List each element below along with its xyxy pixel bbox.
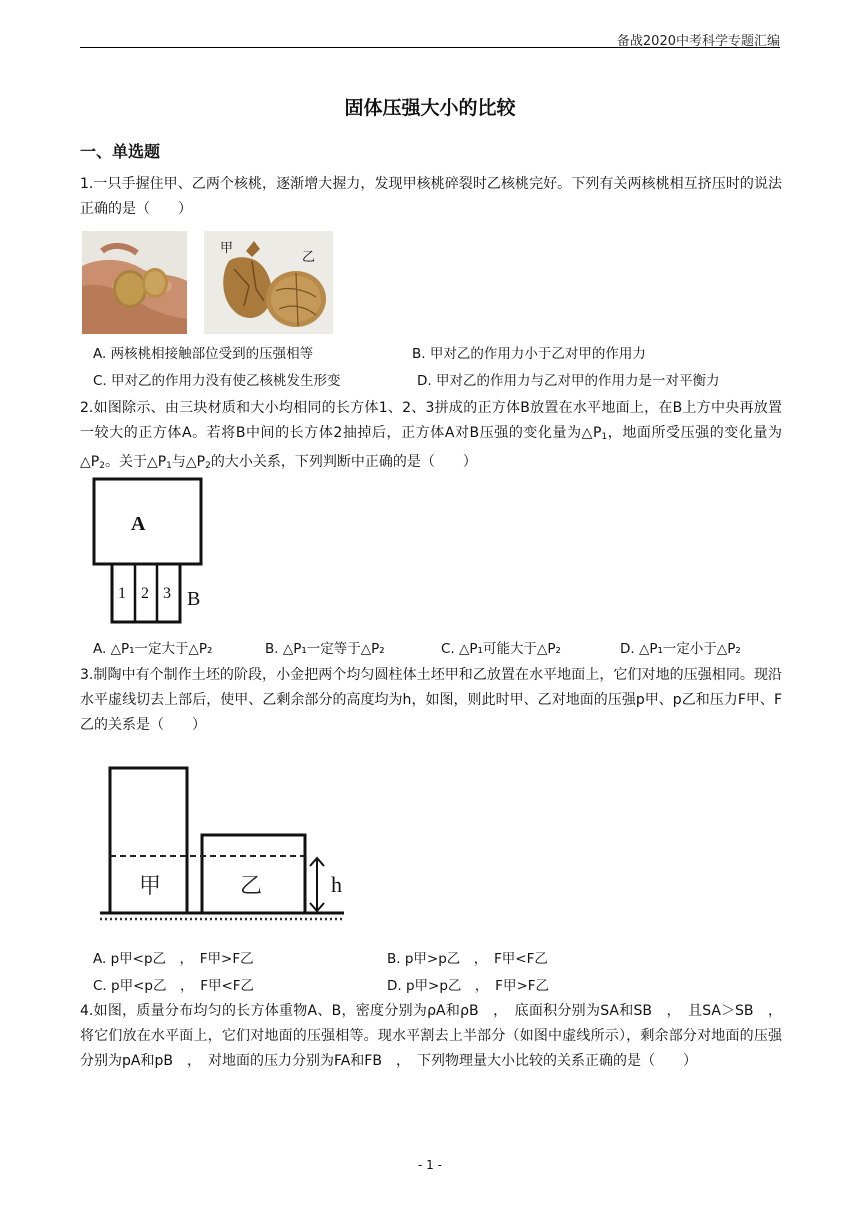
question-3-option-d[interactable]: D. p甲>p乙 ， F甲>F乙 (387, 978, 550, 994)
question-2-block-figure (90, 474, 220, 629)
height-label-h: h (331, 872, 342, 897)
page-number: - 1 - (418, 1158, 442, 1172)
question-2-sub-4: 2 (205, 461, 211, 471)
question-1-option-c[interactable]: C. 甲对乙的作用力没有使乙核桃发生形变 (93, 373, 341, 389)
question-2-text-part-2: ，地面所受压强的变化量为△P (80, 425, 783, 470)
block-label-2: 2 (141, 585, 149, 602)
header-series-label: 备战2020中考科学专题汇编 (616, 34, 780, 49)
question-3-option-a[interactable]: A. p甲<p乙 ， F甲>F乙 (93, 951, 254, 967)
section-heading: 一、单选题 (80, 142, 161, 161)
question-3-option-b[interactable]: B. p甲>p乙 ， F甲<F乙 (387, 951, 548, 967)
question-2-text-part-5: 的大小关系，下列判断中正确的是（ ） (210, 454, 477, 470)
question-2-text-part-4: 与△P (171, 454, 206, 470)
cylinder-label-jia: 甲 (139, 873, 162, 898)
question-2-sub-2: 2 (99, 461, 105, 471)
walnut-label-yi: 乙 (302, 249, 316, 264)
cube-label-b: B (187, 588, 201, 610)
cylinder-label-yi: 乙 (240, 873, 263, 898)
question-4-text: 4.如图，质量分布均匀的长方体重物A、B，密度分别为ρA和ρB ， 底面积分别为SA和SB ， 且SA＞SB ，将它们放在水平面上，它们对地面的压强相等。现水平割去上半部分（如图中虚线所示），剩余部分对地面的压强分别为pA和pB ， 对地面的压力分别为FA和FB ， 下列物理量大小比较的关系正确的是（ ） (80, 1003, 782, 1069)
question-1-option-b[interactable]: B. 甲对乙的作用力小于乙对甲的作用力 (412, 346, 646, 362)
question-2-sub-3: 1 (166, 461, 172, 471)
header-divider (80, 47, 780, 48)
question-2-text (80, 396, 782, 479)
question-1-hand-photo (82, 231, 187, 334)
question-1-option-a[interactable]: A. 两核桃相接触部位受到的压强相等 (93, 346, 314, 362)
question-3-text: 3.制陶中有个制作土坯的阶段，小金把两个均匀圆柱体土坯甲和乙放置在水平地面上，它们对地的压强相同。现沿水平虚线切去上部后，使甲、乙剩余部分的高度均为h，如图，则此时甲、乙对地面的压强p甲、p乙和压力F甲、F乙的关系是（ ） (80, 667, 782, 733)
question-2-option-b[interactable]: B. △P₁一定等于△P₂ (265, 641, 385, 657)
cube-label-a: A (131, 513, 146, 535)
question-3-option-c[interactable]: C. p甲<p乙 ， F甲<F乙 (93, 978, 255, 994)
question-3-cylinder-figure (92, 758, 362, 930)
question-2-text-part-1: 2.如图除示、由三块材质和大小均相同的长方体1、2、3拼成的正方体B放置在水平地面上，在B上方中央再放置一较大的正方体A。若将B中间的长方体2抽掉后，正方体A对B压强的变化量为△P (80, 400, 782, 441)
question-1-option-d[interactable]: D. 甲对乙的作用力与乙对甲的作用力是一对平衡力 (417, 373, 720, 389)
block-label-1: 1 (118, 585, 126, 602)
question-2-option-a[interactable]: A. △P₁一定大于△P₂ (93, 641, 213, 657)
question-1-walnut-photo (204, 231, 333, 334)
question-2-sub-1: 1 (601, 432, 608, 442)
question-2-text-part-3: 。关于△P (104, 454, 167, 470)
block-label-3: 3 (163, 585, 171, 602)
question-2-option-d[interactable]: D. △P₁一定小于△P₂ (620, 641, 741, 657)
question-1-text: 1.一只手握住甲、乙两个核桃，逐渐增大握力，发现甲核桃碎裂时乙核桃完好。下列有关两核桃相互挤压时的说法正确的是（ ） (80, 176, 782, 217)
walnut-label-jia: 甲 (220, 240, 234, 255)
question-2-option-c[interactable]: C. △P₁可能大于△P₂ (441, 641, 561, 657)
page-title: 固体压强大小的比较 (344, 97, 516, 119)
